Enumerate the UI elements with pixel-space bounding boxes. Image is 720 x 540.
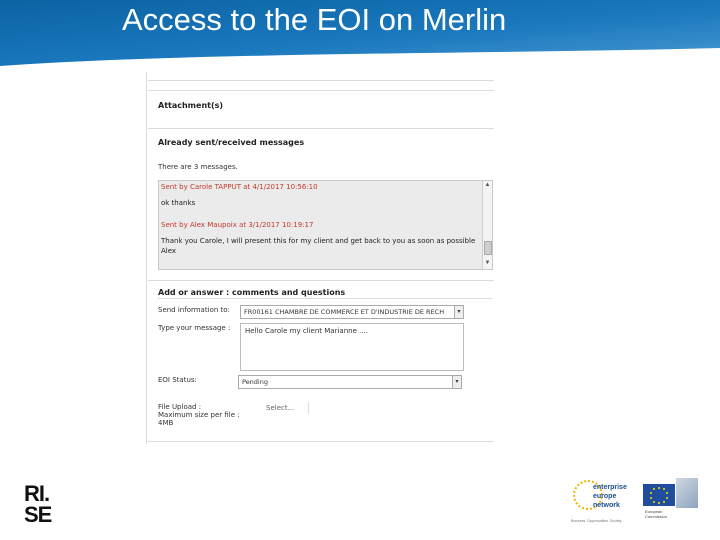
message-body-cont: Alex	[161, 247, 177, 255]
messages-count: There are 3 messages.	[158, 163, 238, 171]
message-label: Type your message :	[158, 324, 231, 332]
status-select[interactable]	[238, 375, 462, 389]
messages-scrollbar[interactable]	[482, 181, 492, 269]
divider	[148, 128, 494, 129]
chevron-down-icon: ▾	[452, 376, 461, 388]
status-label: EOI Status:	[158, 376, 197, 384]
file-select-button[interactable]: Select...	[266, 404, 295, 412]
european-commission-logo	[643, 476, 699, 524]
ec-logo-line1: European	[645, 509, 663, 514]
attachments-title: Attachment(s)	[158, 101, 224, 110]
enterprise-europe-network-logo	[569, 476, 627, 524]
send-to-value: FR00161 CHAMBRE DE COMMERCE ET D'INDUSTRIE DE RECH	[244, 308, 445, 316]
scroll-thumb[interactable]	[484, 241, 492, 255]
messages-title: Already sent/received messages	[158, 138, 305, 147]
reply-title: Add or answer : comments and questions	[158, 288, 346, 297]
chevron-down-icon: ▾	[454, 306, 463, 318]
een-logo-line3: network	[593, 502, 620, 509]
divider	[308, 402, 309, 414]
messages-list[interactable]	[158, 180, 493, 270]
ec-logo-line2: Commission	[645, 514, 668, 519]
message-header: Sent by Carole TAPPUT at 4/1/2017 10:56:10	[161, 183, 318, 191]
left-border	[146, 72, 147, 444]
file-hint: Maximum size per file :	[158, 411, 240, 419]
een-logo-line1: enterprise	[593, 484, 627, 491]
divider	[158, 298, 492, 299]
send-to-select[interactable]	[240, 305, 464, 319]
send-label: Send information to:	[158, 306, 230, 314]
ec-logo-text	[645, 509, 667, 519]
een-tagline: Business. Opportunities. Society.	[571, 519, 623, 523]
rise-logo-line1: RI.	[24, 481, 50, 506]
file-label: File Upload :	[158, 403, 202, 411]
eu-flag-icon	[643, 484, 675, 506]
divider	[148, 80, 494, 81]
scroll-down-icon[interactable]: ▼	[484, 260, 491, 266]
message-header: Sent by Alex Maupoix at 3/1/2017 10:19:17	[161, 221, 314, 229]
message-textarea[interactable]: Hello Carole my client Marianne ....	[240, 323, 464, 371]
status-value: Pending	[242, 378, 268, 386]
rise-logo-line2: SE	[24, 502, 52, 527]
scroll-up-icon[interactable]: ▲	[484, 182, 491, 188]
file-hint-size: 4MB	[158, 419, 174, 427]
divider	[148, 90, 494, 91]
divider	[148, 441, 494, 442]
merlin-form-screenshot	[146, 72, 494, 444]
message-body: Thank you Carole, I will present this for my client and get back to you as soon as possible	[161, 237, 476, 245]
message-body: ok thanks	[161, 199, 196, 207]
berlaymont-building-icon	[676, 478, 698, 508]
een-logo-line2: europe	[593, 493, 617, 500]
rise-logo	[24, 481, 60, 527]
divider	[148, 280, 494, 281]
slide-title: Access to the EOI on Merlin	[122, 2, 507, 37]
